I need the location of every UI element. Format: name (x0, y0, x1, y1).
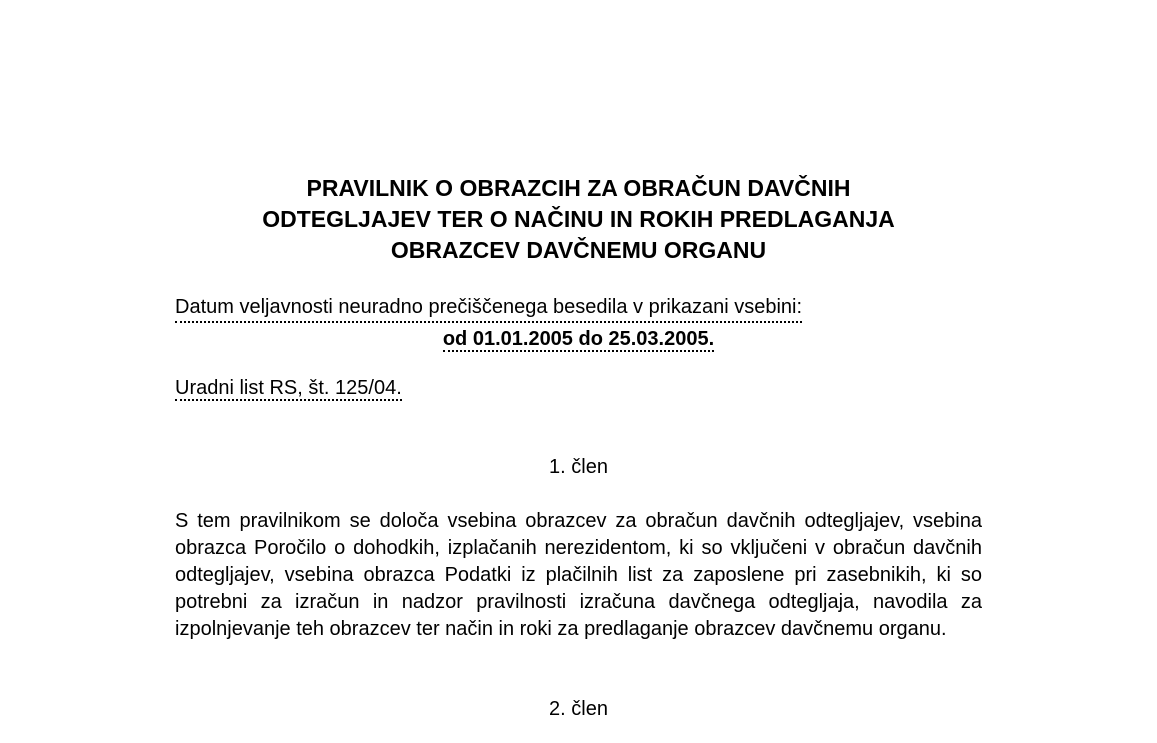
validity-block (175, 293, 982, 353)
gazette-reference (175, 374, 402, 402)
title-line: OBRAZCEV DAVČNEMU ORGANU (390, 237, 767, 263)
article-heading: 1. člen (549, 456, 608, 478)
article-heading: 2. člen (549, 698, 608, 720)
validity-range[interactable]: od 01.01.2005 do 25.03.2005. (442, 328, 715, 350)
validity-label[interactable]: Datum veljavnosti neuradno prečiščenega besedila v prikazani vsebini: (175, 293, 802, 323)
gazette-link[interactable]: Uradni list RS, št. 125/04. (175, 377, 402, 399)
title-line: PRAVILNIK O OBRAZCIH ZA OBRAČUN DAVČNIH (306, 175, 851, 201)
validity-range-wrap (175, 325, 982, 353)
document-title (175, 173, 982, 266)
title-line: ODTEGLJAJEV TER O NAČINU IN ROKIH PREDLAGANJA (262, 206, 895, 232)
article-text: S tem pravilnikom se določa vsebina obrazcev za obračun davčnih odtegljajev, vsebina obrazca Poročilo o dohodkih, izplačanih nerezidentom, ki so vključeni v obračun davčnih odtegljajev, vsebina obrazca Podatki iz plačilnih list za zaposlene pri zasebnikih, ki so potrebni za izračun in nadzor pravilnosti izračuna davčnega odtegljaja, navodila za izpolnjevanje teh obrazcev ter način in roki za predlaganje obrazcev davčnemu organu. (175, 510, 982, 640)
